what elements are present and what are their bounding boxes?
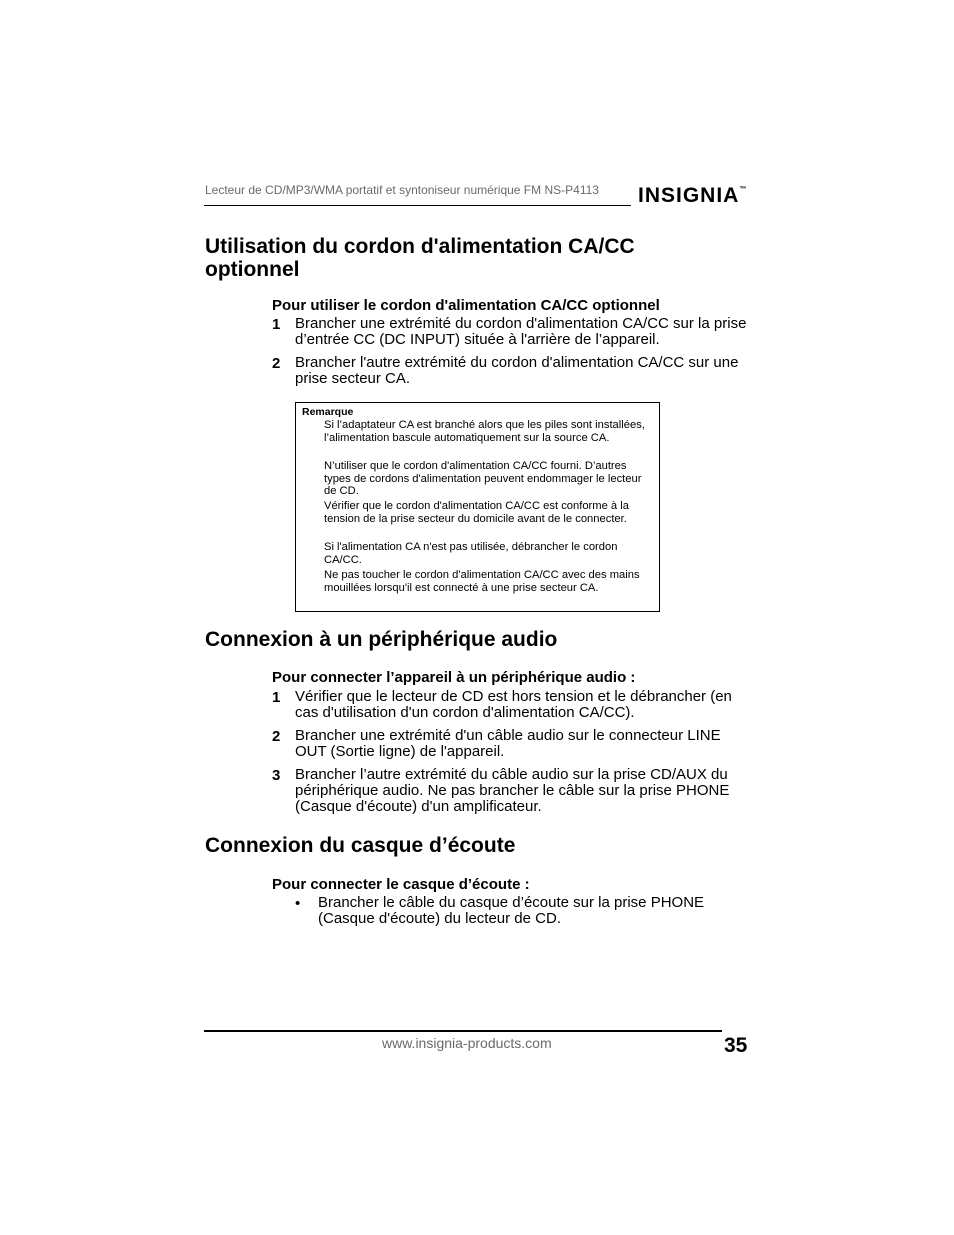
bullet-text: Brancher le câble du casque d’écoute sur la prise PHONE (Casque d'écoute) du lecteur de CD. [318,894,705,927]
note-item: Si l'alimentation CA n'est pas utilisée, débrancher le cordon CA/CC. [324,541,618,566]
step-number: 2 [272,728,281,745]
page-number: 35 [724,1034,748,1057]
note-item: N’utiliser que le cordon d'alimentation CA/CC fourni. D’autres types de cordons d'alimentation peuvent endommager le lecteur de CD. [324,460,642,498]
note-item: Si l’adaptateur CA est branché alors que les piles sont installées, l’alimentation bascule automatiquement sur la source CA. [324,419,645,444]
note-box [295,402,660,612]
step-text: Brancher une extrémité d'un câble audio sur le connecteur LINE OUT (Sortie ligne) de l'appareil. [295,727,721,760]
header-divider [204,205,631,206]
step-number: 2 [272,355,281,372]
section-heading-headphones: Connexion du casque d’écoute [205,834,516,857]
footer-url: www.insignia-products.com [382,1035,552,1051]
procedure-title-audio-device: Pour connecter l’appareil à un périphérique audio : [272,669,636,686]
step-text: Vérifier que le lecteur de CD est hors tension et le débrancher (en cas d'utilisation d'un cordon d'alimentation CA/CC). [295,688,732,721]
step-text: Brancher l’autre extrémité du câble audio sur la prise CD/AUX du périphérique audio. Ne pas brancher le câble sur la prise PHONE (Casque d'écoute) d'un amplificateur. [295,766,730,815]
procedure-title-headphones: Pour connecter le casque d’écoute : [272,876,530,893]
trademark-symbol: ™ [739,186,747,193]
step-text: Brancher l'autre extrémité du cordon d'alimentation CA/CC sur une prise secteur CA. [295,354,739,387]
section-heading-power-cord: Utilisation du cordon d'alimentation CA/CC optionnel [205,235,635,281]
step-number: 1 [272,689,281,706]
insignia-logo [638,184,746,208]
procedure-title-power-cord: Pour utiliser le cordon d'alimentation CA/CC optionnel [272,297,660,314]
section-heading-audio-device: Connexion à un périphérique audio [205,628,558,651]
note-title: Remarque [302,406,354,418]
step-number: 3 [272,767,281,784]
note-item: Ne pas toucher le cordon d'alimentation CA/CC avec des mains mouillées lorsqu'il est connecté à une prise secteur CA. [324,569,640,594]
step-number: 1 [272,316,281,333]
note-item: Vérifier que le cordon d'alimentation CA/CC est conforme à la tension de la prise secteur du domicile avant de le connecter. [324,500,629,525]
running-header: Lecteur de CD/MP3/WMA portatif et syntoniseur numérique FM NS-P4113 [205,183,599,197]
footer-divider [204,1030,722,1032]
bullet-icon: • [295,895,301,912]
logo-text: INSIGNIA [638,184,740,207]
step-text: Brancher une extrémité du cordon d'alimentation CA/CC sur la prise d’entrée CC (DC INPUT) située à l'arrière de l’appareil. [295,315,747,348]
